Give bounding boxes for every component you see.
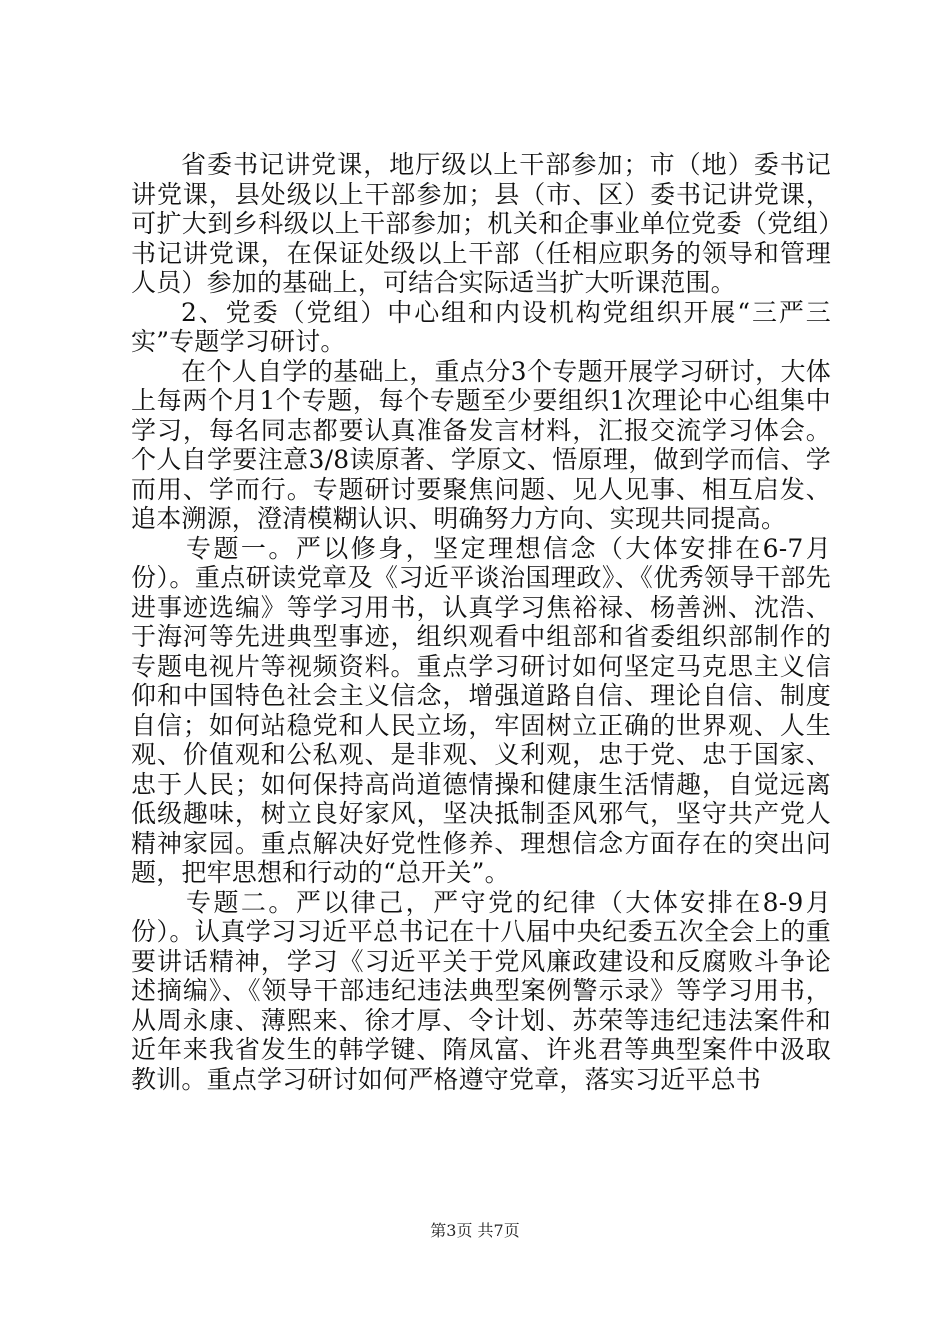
paragraph: 2、党委（党组）中心组和内设机构党组织开展“三严三实”专题学习研讨。: [131, 297, 831, 356]
paragraph: 在个人自学的基础上，重点分3个专题开展学习研讨，大体上每两个月1个专题，每个专题至少要组织1次理论中心组集中学习，每名同志都要认真准备发言材料，汇报交流学习体会。个人自学要注意3/8读原著、学原文、悟原理，做到学而信、学而用、学而行。专题研讨要聚焦问题、见人见事、相互启发、追本溯源，澄清模糊认识、明确努力方向、实现共同提高。: [131, 356, 831, 533]
paragraph: 省委书记讲党课，地厅级以上干部参加；市（地）委书记讲党课，县处级以上干部参加；县（市、区）委书记讲党课，可扩大到乡科级以上干部参加；机关和企事业单位党委（党组）书记讲党课，在保证处级以上干部（任相应职务的领导和管理人员）参加的基础上，可结合实际适当扩大听课范围。: [131, 150, 831, 297]
paragraph: 专题二。严以律己，严守党的纪律（大体安排在8-9月份）。认真学习习近平总书记在十八届中央纪委五次全会上的重要讲话精神，学习《习近平关于党风廉政建设和反腐败斗争论述摘编》、《领导干部违纪违法典型案例警示录》等学习用书，从周永康、薄熙来、徐才厚、令计划、苏荣等违纪违法案件和近年来我省发生的韩学键、隋凤富、许兆君等典型案件中汲取教训。重点学习研讨如何严格遵守党章，落实习近平总书: [131, 887, 831, 1094]
document-body: [131, 150, 831, 1094]
paragraph: 专题一。严以修身，坚定理想信念（大体安排在6-7月份）。重点研读党章及《习近平谈治国理政》、《优秀领导干部先进事迹选编》等学习用书，认真学习焦裕禄、杨善洲、沈浩、于海河等先进典型事迹，组织观看中组部和省委组织部制作的专题电视片等视频资料。重点学习研讨如何坚定马克思主义信仰和中国特色社会主义信念，增强道路自信、理论自信、制度自信；如何站稳党和人民立场，牢固树立正确的世界观、人生观、价值观和公私观、是非观、义利观，忠于党、忠于国家、忠于人民；如何保持高尚道德情操和健康生活情趣，自觉远离低级趣味，树立良好家风，坚决抵制歪风邪气，坚守共产党人精神家园。重点解决好党性修养、理想信念方面存在的突出问题，把牢思想和行动的“总开关”。: [131, 533, 831, 887]
page-number: 第3页 共7页: [430, 1221, 520, 1240]
